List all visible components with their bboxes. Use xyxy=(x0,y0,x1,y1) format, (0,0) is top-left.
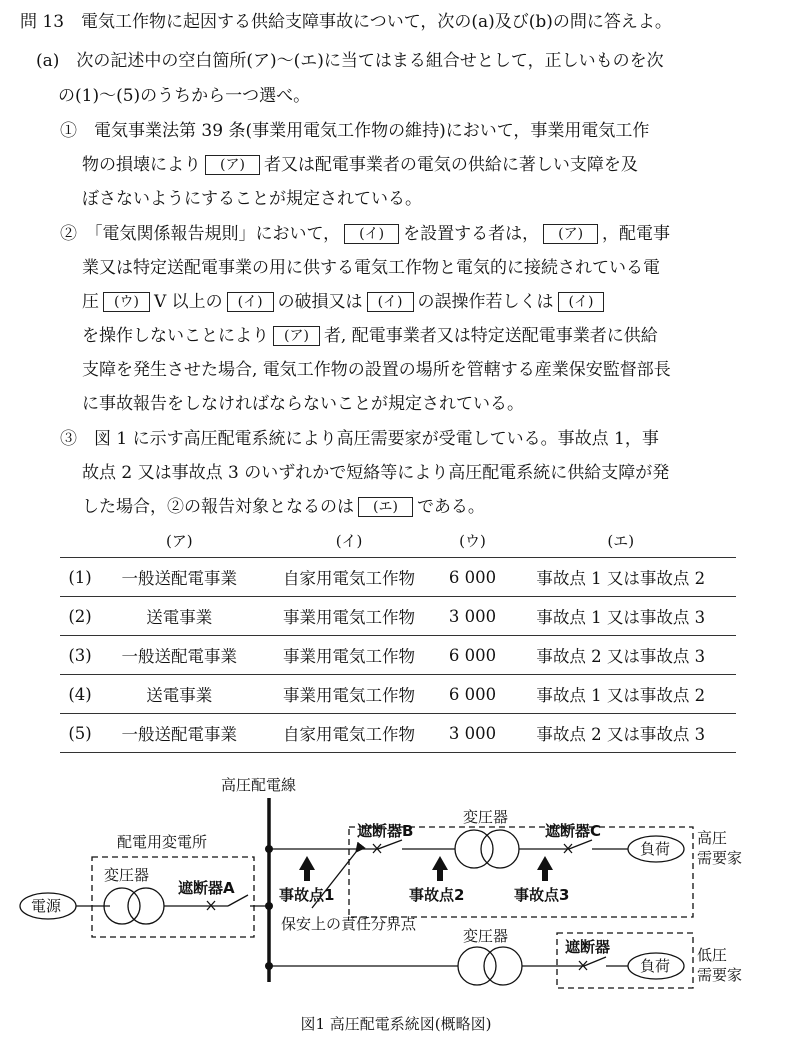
part-a-line2: の(1)～(5)のうちから一つ選べ。 xyxy=(58,86,311,106)
breaker-c-switch xyxy=(569,840,592,849)
item3-line1: ③ 図 1 に示す高圧配電系統により高圧需要家が受電している。事故点 1，事 xyxy=(60,429,659,449)
bus-junction xyxy=(265,902,273,910)
blank-i: (イ) xyxy=(558,292,605,312)
hv-customer-label: 需要家 xyxy=(697,849,743,867)
table-cell: 事故点 2 又は事故点 3 xyxy=(506,714,737,753)
item2-line1: ② 「電気関係報告規則」において， (イ) を設置する者は， (ア) ，配電事 xyxy=(60,224,671,244)
table-cell: 3 000 xyxy=(440,597,506,636)
table-cell: 事業用電気工作物 xyxy=(259,636,440,675)
table-cell: 一般送配電事業 xyxy=(100,558,259,597)
blank-a: (ア) xyxy=(543,224,598,244)
table-row xyxy=(60,714,736,753)
transformer-symbol xyxy=(128,888,164,924)
blank-a: (ア) xyxy=(205,155,260,175)
table-cell: 3 000 xyxy=(440,714,506,753)
table-cell: (4) xyxy=(60,675,100,714)
source-label: 電源 xyxy=(31,897,62,915)
transformer-label: 変圧器 xyxy=(463,927,509,945)
fault-arrow-3 xyxy=(537,856,553,881)
load-label: 負荷 xyxy=(640,840,671,858)
load-label: 負荷 xyxy=(640,957,671,975)
boundary-label: 保安上の責任分界点 xyxy=(281,915,417,933)
transformer-symbol xyxy=(481,830,519,868)
breaker-b-switch xyxy=(378,840,402,849)
breaker-label: 遮断器 xyxy=(565,938,611,956)
table-header: (イ) xyxy=(259,523,440,558)
blank-i: (イ) xyxy=(367,292,414,312)
table-cell: 事故点 1 又は事故点 3 xyxy=(506,597,737,636)
transformer-label: 変圧器 xyxy=(104,866,150,884)
blank-a: (ア) xyxy=(273,326,320,346)
breaker-a-label: 遮断器A xyxy=(178,879,235,897)
table-cell: (3) xyxy=(60,636,100,675)
blank-u: (ウ) xyxy=(103,292,150,312)
fault-arrow-1 xyxy=(299,856,315,881)
table-cell: 自家用電気工作物 xyxy=(259,558,440,597)
item2-line6: に事故報告をしなければならないことが規定されている。 xyxy=(82,394,524,414)
figure-caption: 図1 高圧配電系統図(概略図) xyxy=(300,1015,492,1033)
table-cell: 事故点 1 又は事故点 2 xyxy=(506,558,737,597)
lv-customer-label: 需要家 xyxy=(697,966,743,984)
table-header xyxy=(60,523,100,558)
transformer-symbol xyxy=(484,947,522,985)
table-cell: 6 000 xyxy=(440,636,506,675)
table-cell: 送電事業 xyxy=(100,675,259,714)
item2-line4: を操作しないことにより (ア) 者, 配電事業者又は特定送配電事業者に供給 xyxy=(82,326,658,346)
table-row xyxy=(60,597,736,636)
table-cell: 事業用電気工作物 xyxy=(259,597,440,636)
table-row xyxy=(60,636,736,675)
table-row xyxy=(60,558,736,597)
table-cell: 送電事業 xyxy=(100,597,259,636)
fault-point-1-label: 事故点1 xyxy=(279,886,335,904)
item1-line1: ① 電気事業法第 39 条(事業用電気工作物の維持)において，事業用電気工作 xyxy=(60,121,650,141)
item3-line2: 故点 2 又は事故点 3 のいずれかで短絡等により高圧配電系統に供給支障が発 xyxy=(82,463,670,483)
table-cell: 6 000 xyxy=(440,558,506,597)
fault-point-2-label: 事故点2 xyxy=(409,886,465,904)
fault-point-3-label: 事故点3 xyxy=(514,886,570,904)
table-header: (ウ) xyxy=(440,523,506,558)
item1-line2: 物の損壊により (ア) 者又は配電事業者の電気の供給に著しい支障を及 xyxy=(82,155,638,175)
table-cell: 一般送配電事業 xyxy=(100,636,259,675)
choices-table xyxy=(60,523,736,753)
bus-junction xyxy=(265,962,273,970)
table-cell: 6 000 xyxy=(440,675,506,714)
blank-i: (イ) xyxy=(227,292,274,312)
table-cell: 一般送配電事業 xyxy=(100,714,259,753)
fault-arrow-2 xyxy=(432,856,448,881)
bus-junction xyxy=(265,845,273,853)
table-cell: (5) xyxy=(60,714,100,753)
blank-e: (エ) xyxy=(358,497,413,517)
table-row xyxy=(60,675,736,714)
breaker-c-label: 遮断器C xyxy=(545,822,602,840)
table-cell: 事業用電気工作物 xyxy=(259,675,440,714)
item3-line3: した場合，②の報告対象となるのは (エ) である。 xyxy=(82,497,485,517)
part-a-line1: (a) 次の記述中の空白箇所(ア)～(エ)に当てはまる組合せとして，正しいものを次 xyxy=(36,51,664,71)
table-cell: 事故点 2 又は事故点 3 xyxy=(506,636,737,675)
table-header: (エ) xyxy=(506,523,737,558)
breaker-b-label: 遮断器B xyxy=(357,822,414,840)
item1-line3: ぼさないようにすることが規定されている。 xyxy=(82,189,422,209)
substation-label: 配電用変電所 xyxy=(117,833,208,851)
table-cell: (2) xyxy=(60,597,100,636)
table-cell: 自家用電気工作物 xyxy=(259,714,440,753)
distribution-diagram xyxy=(0,760,792,1010)
item2-line2: 業又は特定送配電事業の用に供する電気工作物と電気的に接続されている電 xyxy=(82,258,660,278)
item2-line3: 圧 (ウ) V 以上の (イ) の破損又は (イ) の誤操作若しくは (イ) xyxy=(82,292,608,312)
table-header: (ア) xyxy=(100,523,259,558)
lv-customer-label: 低圧 xyxy=(697,946,728,964)
blank-i: (イ) xyxy=(344,224,399,244)
table-header-row xyxy=(60,523,736,558)
table-cell: 事故点 1 又は事故点 2 xyxy=(506,675,737,714)
question-header: 問 13 電気工作物に起因する供給支障事故について，次の(a)及び(b)の問に答えよ。 xyxy=(20,12,672,32)
hv-customer-label: 高圧 xyxy=(697,829,728,847)
item2-line5: 支障を発生させた場合, 電気工作物の設置の場所を管轄する産業保安監督部長 xyxy=(82,360,671,380)
transformer-label: 変圧器 xyxy=(463,808,509,826)
hv-line-label: 高圧配電線 xyxy=(221,776,297,794)
table-cell: (1) xyxy=(60,558,100,597)
